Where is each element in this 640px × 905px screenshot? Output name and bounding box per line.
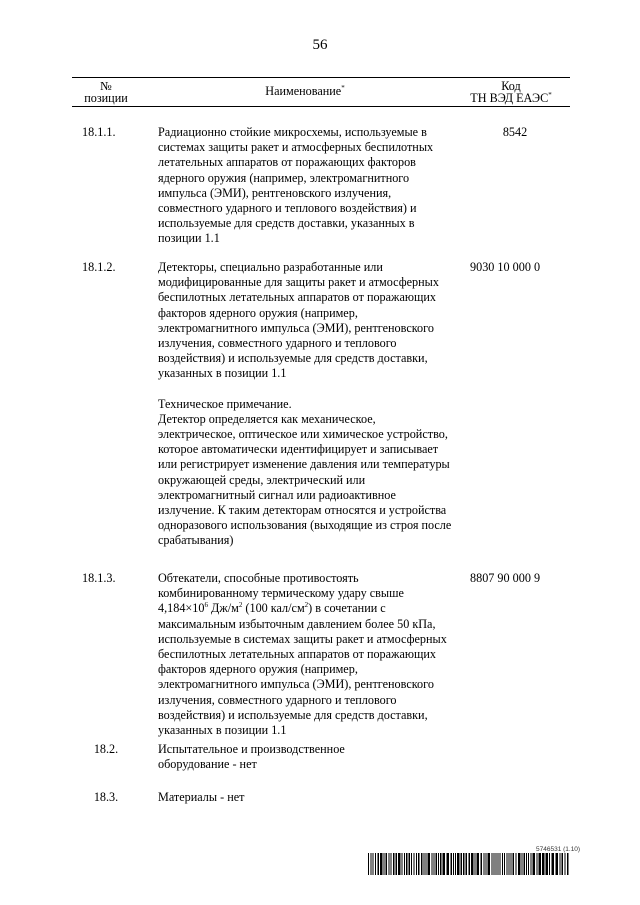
barcode-image: [368, 853, 570, 875]
barcode-bar: [486, 853, 487, 875]
barcode-bar: [398, 853, 401, 875]
item-code: 9030 10 000 0: [470, 260, 541, 274]
barcode-bar: [556, 853, 559, 875]
barcode-bar: [368, 853, 369, 875]
barcode-bar: [471, 853, 474, 875]
document-id: 5746531 (1.10): [536, 846, 581, 853]
barcode-bar: [426, 853, 427, 875]
barcode-bar: [500, 853, 501, 875]
barcode-bar: [469, 853, 471, 875]
barcode-bar: [389, 853, 390, 875]
table-header: [72, 77, 570, 107]
note-title: Техническое примечание.: [158, 396, 292, 411]
barcode-bar: [560, 853, 561, 875]
barcode-bar: [371, 853, 372, 875]
barcode-bar: [406, 853, 408, 875]
barcode-bar: [513, 853, 515, 875]
barcode-bar: [565, 853, 566, 875]
barcode-bar: [432, 853, 433, 875]
barcode-bar: [511, 853, 512, 875]
technical-note: [158, 397, 454, 549]
barcode-bar: [518, 853, 521, 875]
barcode-bar: [516, 853, 517, 875]
barcode-bar: [396, 853, 398, 875]
barcode-bar: [447, 853, 450, 875]
item-description: Детекторы, специально разработанные или модифицированные для защиты ракет и атмосферных беспилотных летательных аппаратов от поражающих факторов ядерного оружия (например, электромагнитного импульса (ЭМИ), рентгеновского излучения, совместного ударного и теплового воздействия) и используемые для средств доставки, указанных в позиции 1.1 Техническое примечание. Детектор определяется как механическое, электрическое, оптическое или химическое устройство, которое автоматически идентифицирует и записывает или регистрирует изменение давления или температуры окружающей среды, электрический или электромагнитный сигнал или радиоактивное излучение. К таким детекторам относятся и устройства одноразового использования (выходящие из строя после срабатывания): [158, 260, 454, 549]
item-description: Испытательное и производственное оборудование - нет: [158, 742, 345, 772]
page-number: 56: [312, 37, 328, 53]
position-number: 18.1.3.: [82, 571, 116, 585]
barcode-bar: [414, 853, 415, 875]
barcode-bar: [522, 853, 523, 875]
barcode-bar: [539, 853, 542, 875]
barcode-bar: [386, 853, 388, 875]
barcode-bar: [440, 853, 442, 875]
barcode-bar: [528, 853, 529, 875]
barcode-bar: [451, 853, 453, 875]
barcode-bar: [498, 853, 499, 875]
barcode-bar: [496, 853, 497, 875]
barcode-bar: [402, 853, 403, 875]
barcode-bar: [428, 853, 431, 875]
barcode-bar: [438, 853, 439, 875]
item-description: Обтекатели, способные противостоять комбинированному термическому удару свыше $4,184\times 10^6$ $Дж/м^2$ (100 кал/$см^2$) в сочетании с максимальным избыточным давлением более 50 кПа, используемые в системах защиты ракет и атмосферных беспилотных летательных аппаратов от поражающих факторов ядерного оружия (например, электромагнитного импульса (ЭМИ), рентгеновского излучения, совместного ударного и теплового воздействия) и используемые для средств доставки, указанных в позиции 1.1: [158, 571, 447, 738]
barcode-bar: [552, 853, 555, 875]
item-description: Материалы - нет: [158, 790, 245, 804]
barcode-bar: [453, 853, 454, 875]
barcode-bar: [455, 853, 456, 875]
barcode-bar: [461, 853, 463, 875]
barcode-bar: [373, 853, 374, 875]
barcode-bar: [384, 853, 385, 875]
position-number: 18.1.2.: [82, 260, 116, 274]
barcode-bar: [549, 853, 550, 875]
item-code: 8542: [502, 125, 528, 139]
barcode-bar: [416, 853, 417, 875]
barcode-bar: [457, 853, 460, 875]
barcode-bar: [391, 853, 392, 875]
barcode-bar: [494, 853, 495, 875]
footnote-mark: *: [341, 83, 345, 92]
barcode-bar: [424, 853, 425, 875]
note-text: Детектор определяется как механическое, электрическое, оптическое или химическое устройство, которое автоматически идентифицирует и записывает или регистрирует изменение давления или температуры окружающей среды, электрический или электромагнитный сигнал или радиоактивное излучение. К таким детекторам относятся и устройства одноразового использования (выходящие из строя после срабатывания): [158, 411, 452, 548]
barcode-bar: [567, 853, 569, 875]
position-number: 18.1.1.: [82, 125, 116, 139]
barcode-bar: [463, 853, 465, 875]
barcode-bar: [502, 853, 503, 875]
barcode-bar: [507, 853, 508, 875]
barcode-bar: [531, 853, 532, 875]
barcode-bar: [418, 853, 420, 875]
barcode-bar: [411, 853, 412, 875]
header-code: Код ТН ВЭД ЕАЭС*: [470, 79, 552, 105]
barcode-bar: [404, 853, 405, 875]
barcode-bar: [443, 853, 446, 875]
barcode-bar: [562, 853, 564, 875]
barcode-bar: [375, 853, 376, 875]
item-code: 8807 90 000 9: [470, 571, 541, 585]
barcode-bar: [504, 853, 505, 875]
item-description: Радиационно стойкие микросхемы, используемые в системах защиты ракет и атмосферных беспилотных летательных аппаратов от поражающих факторов ядерного оружия (например, электромагнитного импульса (ЭМИ), рентгеновского излучения, совместного ударного и теплового воздействия) и используемые для средств доставки, указанных в позиции 1.1: [158, 125, 434, 246]
barcode-bar: [466, 853, 468, 875]
barcode-bar: [533, 853, 536, 875]
barcode-bar: [526, 853, 527, 875]
header-position: № позиции: [84, 79, 128, 105]
barcode-bar: [492, 853, 493, 875]
position-number: 18.3.: [93, 790, 119, 804]
barcode-bar: [380, 853, 383, 875]
barcode-bar: [434, 853, 435, 875]
barcode-bar: [509, 853, 510, 875]
barcode-bar: [436, 853, 438, 875]
barcode-bar: [542, 853, 545, 875]
barcode-bar: [409, 853, 411, 875]
footnote-mark: *: [548, 90, 552, 99]
barcode-bar: [546, 853, 549, 875]
barcode-bar: [477, 853, 480, 875]
barcode-bar: [481, 853, 483, 875]
barcode-bar: [378, 853, 380, 875]
barcode-bar: [537, 853, 538, 875]
barcode-bar: [524, 853, 526, 875]
barcode-bar: [484, 853, 485, 875]
barcode-bar: [421, 853, 423, 875]
position-number: 18.2.: [93, 742, 119, 756]
barcode-bar: [475, 853, 476, 875]
barcode-bar: [488, 853, 491, 875]
barcode-bar: [393, 853, 395, 875]
header-name: Наименование*: [265, 83, 345, 98]
